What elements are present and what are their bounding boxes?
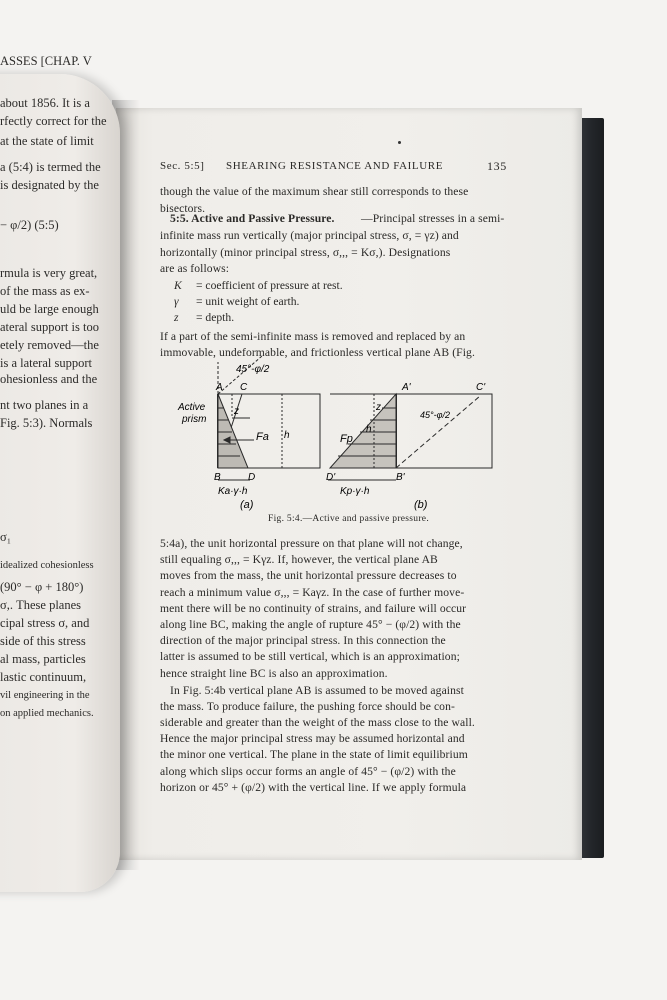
svg-text:prism: prism: [182, 414, 207, 425]
left-page-line: ateral support is too: [0, 320, 99, 334]
body-line: In Fig. 5:4b vertical plane AB is assumed to be moved against: [170, 683, 464, 697]
fig-label-D: D: [248, 472, 256, 483]
left-page-line: is designated by the: [0, 178, 99, 192]
fig-label-A2: A': [402, 382, 411, 393]
fig-Kp: Kp·γ·h: [340, 486, 370, 497]
left-page-line: vil engineering in the: [0, 690, 90, 701]
left-page-line: idealized cohesionless: [0, 560, 94, 571]
left-page-line: of the mass as ex-: [0, 284, 90, 298]
body-line: though the value of the maximum shear still corresponds to these: [160, 185, 469, 198]
left-page-line: at the state of limit: [0, 134, 94, 148]
left-page-line: cipal stress σ, and: [0, 616, 90, 630]
running-header: [160, 160, 205, 172]
left-page-line: on applied mechanics.: [0, 708, 94, 719]
fig-a-h: h: [284, 430, 290, 441]
fig-b-h: h: [366, 424, 372, 435]
left-page-line: rfectly correct for the: [0, 114, 107, 128]
body-line: infinite mass run vertically (major principal stress, σ, = γz) and: [160, 229, 459, 242]
body-line: If a part of the semi-infinite mass is removed and replaced by an: [160, 330, 466, 343]
definition-symbol: K: [174, 279, 182, 292]
left-page-line: ohesionless and the: [0, 372, 98, 386]
left-page-line: ASSES [CHAP. V: [0, 54, 92, 68]
fig-label-D2: D': [326, 472, 336, 483]
left-page-line: a (5:4) is termed the: [0, 160, 101, 174]
fig-Fp: Fp: [340, 433, 353, 445]
definition-text: = unit weight of earth.: [196, 295, 300, 308]
left-page-line: al mass, particles: [0, 652, 86, 666]
header-title: SHEARING RESISTANCE AND FAILURE: [226, 160, 444, 172]
fig-label-C: C: [240, 382, 248, 393]
fig-label-B: B: [214, 472, 221, 483]
definition-symbol: z: [174, 311, 179, 324]
fig-label-C2: C': [476, 382, 486, 393]
body-line: the mass. To produce failure, the pushing force should be con-: [160, 699, 455, 713]
page-number: 135: [487, 159, 507, 173]
left-page-line: rmula is very great,: [0, 266, 98, 280]
left-page-line: is a lateral support: [0, 356, 92, 370]
fig-b-mass: [396, 394, 492, 468]
left-page-line: lastic continuum,: [0, 670, 87, 684]
definition-text: = coefficient of pressure at rest.: [196, 279, 343, 292]
body-line: reach a minimum value σ,,, = Kaγz. In the case of further move-: [160, 585, 465, 599]
body-line: Hence the major principal stress may be assumed horizontal and: [160, 732, 465, 746]
fig-b-angle: 45°-φ/2: [420, 410, 450, 420]
body-line: moves from the mass, the unit horizontal pressure decreases to: [160, 569, 457, 583]
section-heading: 5:5. Active and Passive Pressure.: [170, 212, 335, 225]
definition-symbol: γ: [174, 295, 179, 308]
left-page-line: about 1856. It is a: [0, 96, 90, 110]
fig-label-B2: B': [396, 472, 405, 483]
fig-Fa: Fa: [256, 431, 269, 443]
body-line: horizon or 45° + (φ/2) with the vertical line. If we apply formula: [160, 780, 467, 794]
body-line: —Principal stresses in a semi-: [361, 212, 505, 225]
left-page-line: σ,. These planes: [0, 598, 82, 612]
left-page-line: etely removed—the: [0, 338, 99, 352]
left-page-line: (90° − φ + 180°): [0, 580, 84, 594]
left-page: [0, 54, 120, 892]
definition-text: = depth.: [196, 311, 235, 324]
body-line: 5:4a), the unit horizontal pressure on that plane will not change,: [160, 537, 463, 550]
left-page-line: Fig. 5:3). Normals: [0, 416, 93, 430]
figure-active-passive-pressure: [170, 358, 500, 510]
body-line: bisectors.: [160, 202, 206, 215]
body-line: horizontally (minor principal stress, σ,,, = Kσ,). Designations: [160, 246, 451, 259]
left-page-line: − φ/2) (5:5): [0, 218, 59, 232]
ink-dot: [398, 141, 401, 144]
left-page-line: nt two planes in a: [0, 398, 89, 412]
body-line: still equaling σ,,, = Kγz. If, however, the vertical plane AB: [160, 553, 438, 567]
header-section: Sec. 5:5]: [160, 160, 205, 172]
fig-a-angle: 45°-φ/2: [236, 364, 270, 375]
fig-label-a: (a): [240, 499, 254, 511]
body-line: the minor one vertical. The plane in the state of limit equilibrium: [160, 748, 468, 762]
fig-Ka: Ka·γ·h: [218, 486, 248, 497]
fig-active-prism-label: Active: [178, 402, 206, 413]
body-line: siderable and greater than the weight of the mass close to the wall.: [160, 716, 475, 729]
body-line: latter is assumed to be still vertical, which is an approximation;: [160, 650, 460, 664]
fig-label-b: (b): [414, 499, 428, 511]
left-page-line: side of this stress: [0, 634, 86, 648]
body-line: hence straight line BC is also an approximation.: [160, 666, 388, 680]
left-page-line: σ₁: [0, 530, 12, 544]
body-line: ment there will be no continuity of strains, and failure will occur: [160, 601, 467, 615]
body-line: along line BC, making the angle of rupture 45° − (φ/2) with the: [160, 618, 461, 631]
fig-b-z: z: [376, 402, 381, 413]
left-page-line: uld be large enough: [0, 302, 99, 316]
body-line: immovable, undeformable, and frictionless vertical plane AB (Fig.: [160, 346, 475, 359]
fig-b-rupture-line: [396, 396, 480, 468]
figure-caption: Fig. 5:4.—Active and passive pressure.: [268, 514, 429, 524]
body-line: direction of the major principal stress. In this connection the: [160, 634, 446, 648]
body-line: are as follows:: [160, 262, 230, 275]
body-line: along which slips occur forms an angle of 45° − (φ/2) with the: [160, 764, 456, 778]
fig-a-z: z: [234, 406, 239, 417]
fig-label-A: A: [216, 382, 223, 393]
